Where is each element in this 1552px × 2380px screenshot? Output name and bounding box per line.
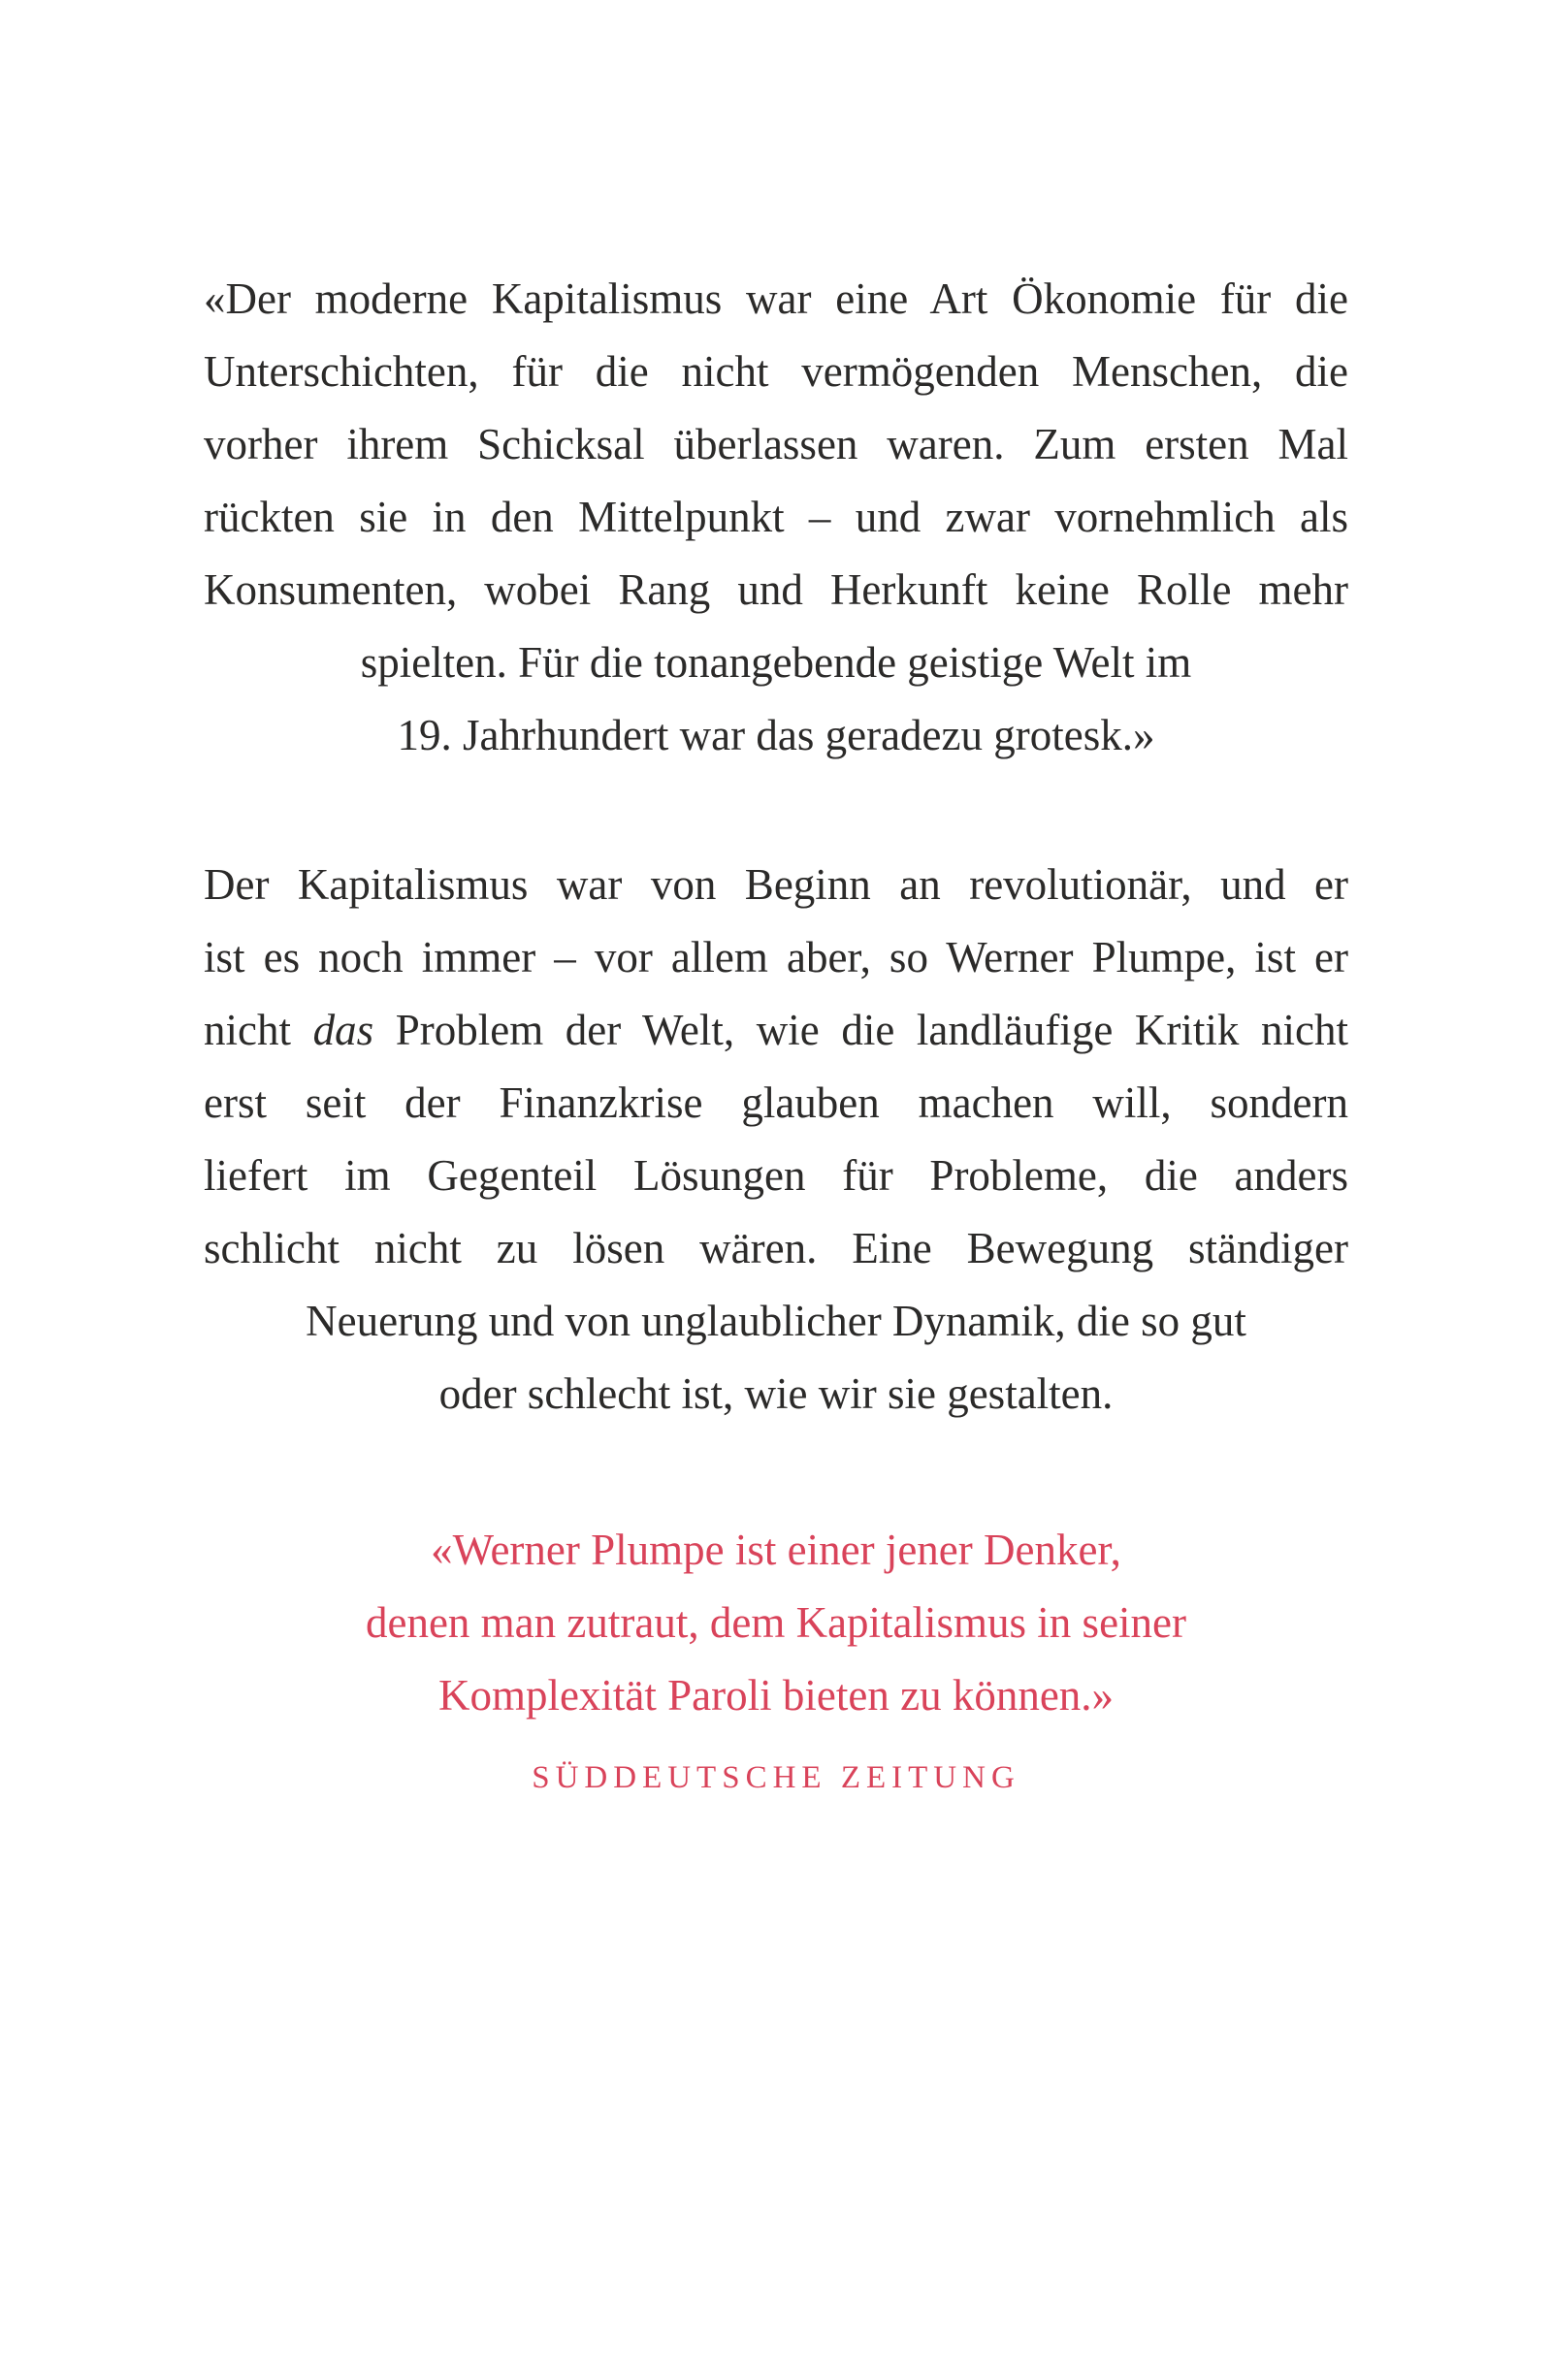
- description-text: nicht: [204, 1006, 313, 1054]
- quote-line: vorher ihrem Schicksal überlassen waren. Zum ersten Mal: [204, 420, 1348, 468]
- description-text: Problem der Welt, wie die landläufige Kritik nicht: [373, 1006, 1349, 1054]
- review-line: denen man zutraut, dem Kapitalismus in seiner: [365, 1598, 1186, 1647]
- description-line: Der Kapitalismus war von Beginn an revolutionär, und er: [204, 860, 1348, 909]
- review-line: Komplexität Paroli bieten zu können.»: [437, 1671, 1115, 1720]
- review-line: «Werner Plumpe ist einer jener Denker,: [431, 1526, 1121, 1574]
- description-line: schlicht nicht zu lösen wären. Eine Bewegung ständiger: [204, 1224, 1348, 1272]
- press-review: [204, 1514, 1348, 1732]
- author-quote: [204, 263, 1348, 772]
- quote-line: Unterschichten, für die nicht vermögenden Menschen, die: [204, 347, 1348, 396]
- quote-line: rückten sie in den Mittelpunkt – und zwar vornehmlich als: [204, 493, 1348, 541]
- book-description: [204, 849, 1348, 1431]
- description-line: oder schlecht ist, wie wir sie gestalten.: [438, 1369, 1114, 1418]
- description-line: ist es noch immer – vor allem aber, so Werner Plumpe, ist er: [204, 933, 1348, 981]
- quote-line: spielten. Für die tonangebende geistige Welt im: [360, 638, 1192, 687]
- emphasized-word: das: [312, 1006, 374, 1054]
- description-line: [204, 994, 1348, 1067]
- quote-line: Konsumenten, wobei Rang und Herkunft keine Rolle mehr: [204, 565, 1348, 614]
- quote-line: 19. Jahrhundert war das geradezu grotesk.»: [397, 711, 1155, 759]
- quote-line: «Der moderne Kapitalismus war eine Art Ökonomie für die: [204, 274, 1348, 323]
- description-line: Neuerung und von unglaublicher Dynamik, die so gut: [306, 1297, 1246, 1345]
- description-line: liefert im Gegenteil Lösungen für Probleme, die anders: [204, 1151, 1348, 1200]
- review-source: SÜDDEUTSCHE ZEITUNG: [532, 1760, 1020, 1795]
- description-line: erst seit der Finanzkrise glauben machen will, sondern: [204, 1078, 1348, 1127]
